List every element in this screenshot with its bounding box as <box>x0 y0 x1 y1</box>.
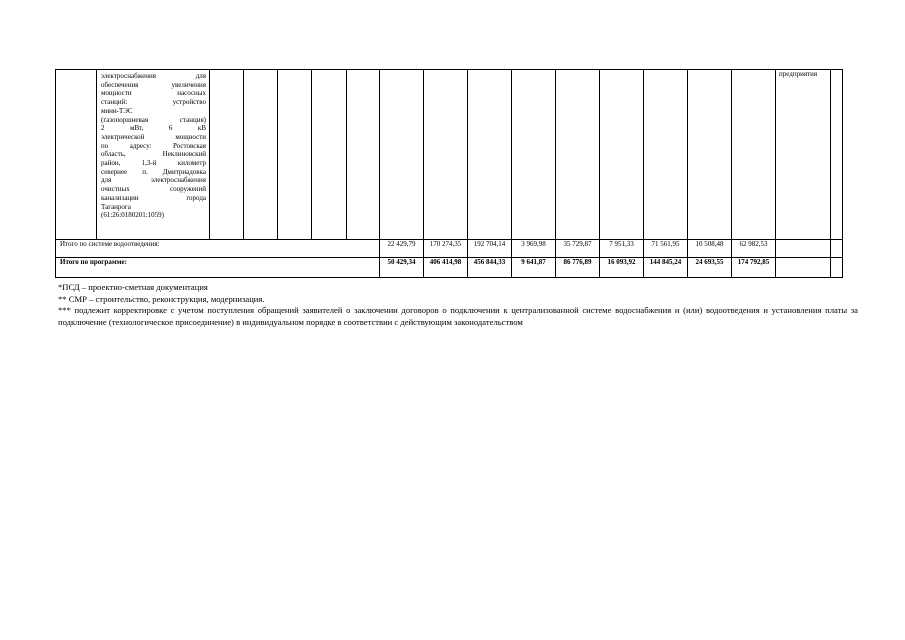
table-cell <box>244 70 278 240</box>
footnote-psd: *ПСД – проектно-сметная документация <box>58 282 208 292</box>
total-value: 10 508,48 <box>688 240 732 258</box>
program-table <box>55 69 843 278</box>
total-value: 9 641,87 <box>512 258 556 278</box>
total-value: 170 274,35 <box>424 240 468 258</box>
table-cell <box>776 240 831 258</box>
total-value: 62 982,53 <box>732 240 776 258</box>
total-value: 456 844,33 <box>468 258 512 278</box>
total-value: 16 093,92 <box>600 258 644 278</box>
table-cell <box>424 70 468 240</box>
total-value: 3 969,98 <box>512 240 556 258</box>
table-cell <box>512 70 556 240</box>
table-cell <box>347 70 380 240</box>
footnote-adjustment: *** подлежит корректировке с учетом поступления обращений заявителей о заключении договоров о подключении к централизованной системе водоснабжения и (или) водоотведения и установления платы за подключение (технологическое присоединение) в индивидуальном порядке в соответствии с действующим законодательством <box>58 305 858 327</box>
wastewater-total-row <box>56 240 843 258</box>
total-value: 35 729,87 <box>556 240 600 258</box>
table-cell <box>380 70 424 240</box>
extra-note-cell: предприятия <box>776 70 831 240</box>
total-value: 192 704,14 <box>468 240 512 258</box>
total-value: 174 792,85 <box>732 258 776 278</box>
table-cell <box>831 240 843 258</box>
table-cell <box>831 70 843 240</box>
table-cell <box>600 70 644 240</box>
total-value: 50 429,34 <box>380 258 424 278</box>
table-cell <box>468 70 512 240</box>
table-cell <box>688 70 732 240</box>
table-cell <box>312 70 347 240</box>
wastewater-total-label: Итого по системе водоотведения: <box>56 240 380 258</box>
program-total-row <box>56 258 843 278</box>
footnote-smr: ** СМР – строительство, реконструкция, модернизация. <box>58 293 265 304</box>
table-row <box>56 70 843 240</box>
total-value: 144 845,24 <box>644 258 688 278</box>
total-value: 86 776,89 <box>556 258 600 278</box>
table-cell <box>776 258 831 278</box>
total-value: 24 693,55 <box>688 258 732 278</box>
table-cell <box>210 70 244 240</box>
total-value: 22 429,79 <box>380 240 424 258</box>
table-cell <box>831 258 843 278</box>
item-description: электроснабжения для обеспечения увеличения мощности насосных станций: устройство мини-ТЭС (газопоршневая станция) 2 мВт, 6 кВ электрической мощности по адресу: Ростовская область, Неклиновский район, 1,3-й километр севернее п. Дмитриадовка для электроснабжения очистных сооружений канализации города Таганрога (61:26:0180201:1059) <box>97 70 210 240</box>
total-value: 406 414,98 <box>424 258 468 278</box>
table-cell <box>556 70 600 240</box>
footnotes <box>58 282 858 328</box>
table-cell <box>56 70 97 240</box>
table-cell <box>732 70 776 240</box>
table-cell <box>644 70 688 240</box>
table-cell <box>278 70 312 240</box>
program-total-label: Итого по программе: <box>56 258 380 278</box>
total-value: 7 951,33 <box>600 240 644 258</box>
total-value: 71 561,95 <box>644 240 688 258</box>
